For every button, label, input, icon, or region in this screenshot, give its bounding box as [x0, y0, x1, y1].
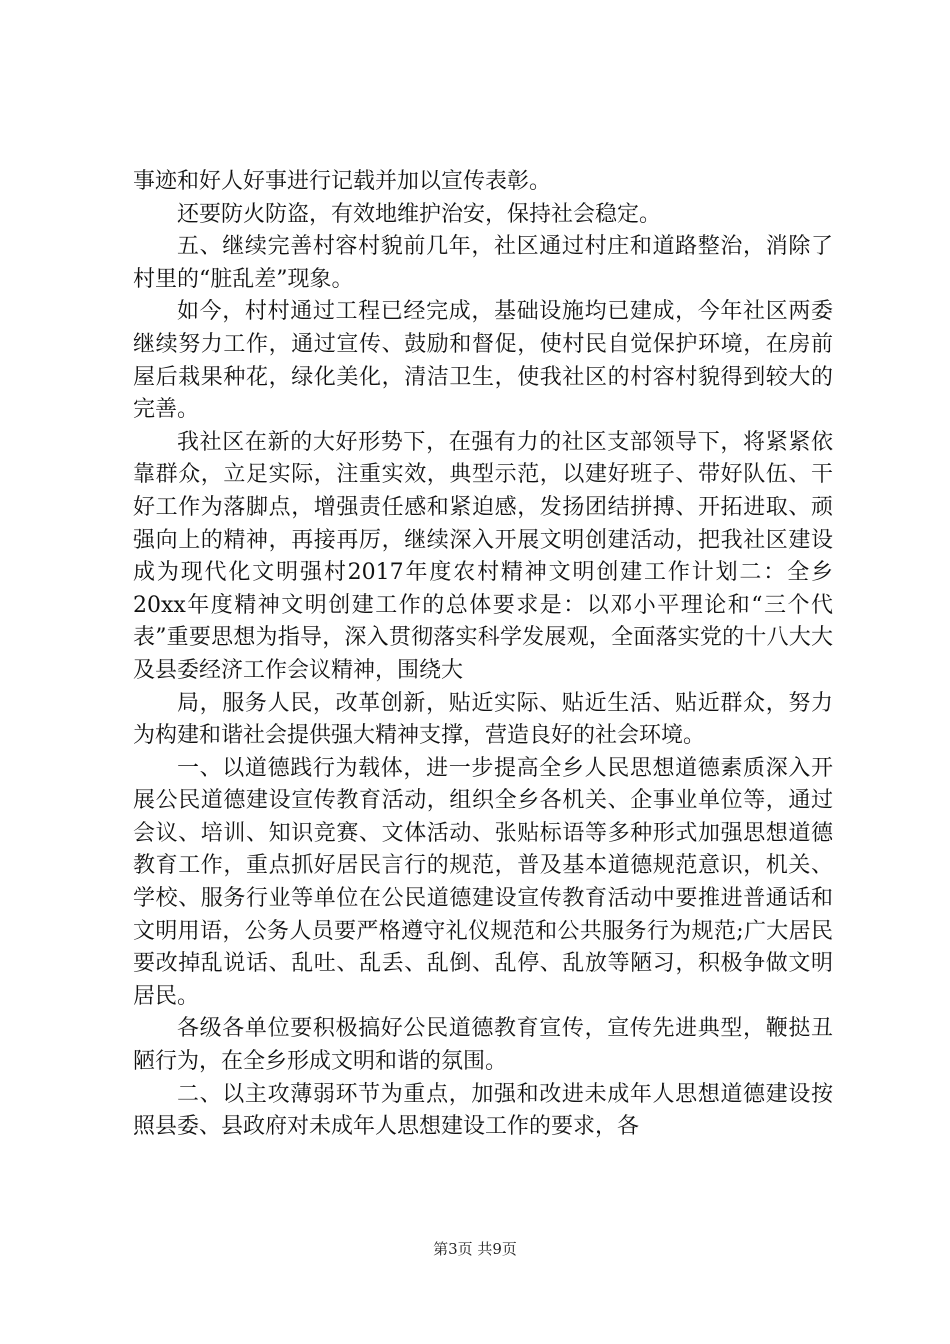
- paragraph: 一、以道德践行为载体，进一步提高全乡人民思想道德素质深入开展公民道德建设宣传教育活动，组织全乡各机关、企事业单位等，通过会议、培训、知识竞赛、文体活动、张贴标语等多种形式加强思想道德教育工作，重点抓好居民言行的规范，普及基本道德规范意识，机关、学校、服务行业等单位在公民道德建设宣传教育活动中要推进普通话和文明用语，公务人员要严格遵守礼仪规范和公共服务行为规范;广大居民要改掉乱说话、乱吐、乱丢、乱倒、乱停、乱放等陋习，积极争做文明居民。: [133, 755, 833, 1009]
- paragraph: 还要防火防盗，有效地维护治安，保持社会稳定。: [177, 201, 662, 227]
- paragraph: 事迹和好人好事进行记载并加以宣传表彰。: [133, 169, 552, 194]
- document-body: [133, 166, 833, 1144]
- paragraph: 各级各单位要积极搞好公民道德教育宣传，宣传先进典型，鞭挞丑陋行为，在全乡形成文明和谐的氛围。: [133, 1016, 833, 1075]
- page-footer: [0, 1238, 950, 1259]
- paragraph: 二、以主攻薄弱环节为重点，加强和改进未成年人思想道德建设按照县委、县政府对未成年人思想建设工作的要求，各: [133, 1081, 833, 1140]
- paragraph: 五、继续完善村容村貌前几年，社区通过村庄和道路整治，消除了村里的“脏乱差”现象。: [133, 234, 833, 292]
- paragraph: 我社区在新的大好形势下，在强有力的社区支部领导下，将紧紧依靠群众，立足实际，注重实效，典型示范，以建好班子、带好队伍、干好工作为落脚点，增强责任感和紧迫感，发扬团结拼搏、开拓进取、顽强向上的精神，再接再厉，继续深入开展文明创建活动，把我社区建设成为现代化文明强村2017年度农村精神文明创建工作计划二：全乡20xx年度精神文明创建工作的总体要求是：以邓小平理论和“三个代表”重要思想为指导，深入贯彻落实科学发展观，全面落实党的十八大大及县委经济工作会议精神，围绕大: [133, 429, 833, 683]
- paragraph: 如今，村村通过工程已经完成，基础设施均已建成，今年社区两委继续努力工作，通过宣传、鼓励和督促，使村民自觉保护环境，在房前屋后栽果种花，绿化美化，清洁卫生，使我社区的村容村貌得到较大的完善。: [133, 299, 833, 423]
- page-number: 第3页 共9页: [433, 1240, 517, 1258]
- paragraph: 局，服务人民，改革创新，贴近实际、贴近生活、贴近群众，努力为构建和谐社会提供强大精神支撑，营造良好的社会环境。: [133, 690, 833, 749]
